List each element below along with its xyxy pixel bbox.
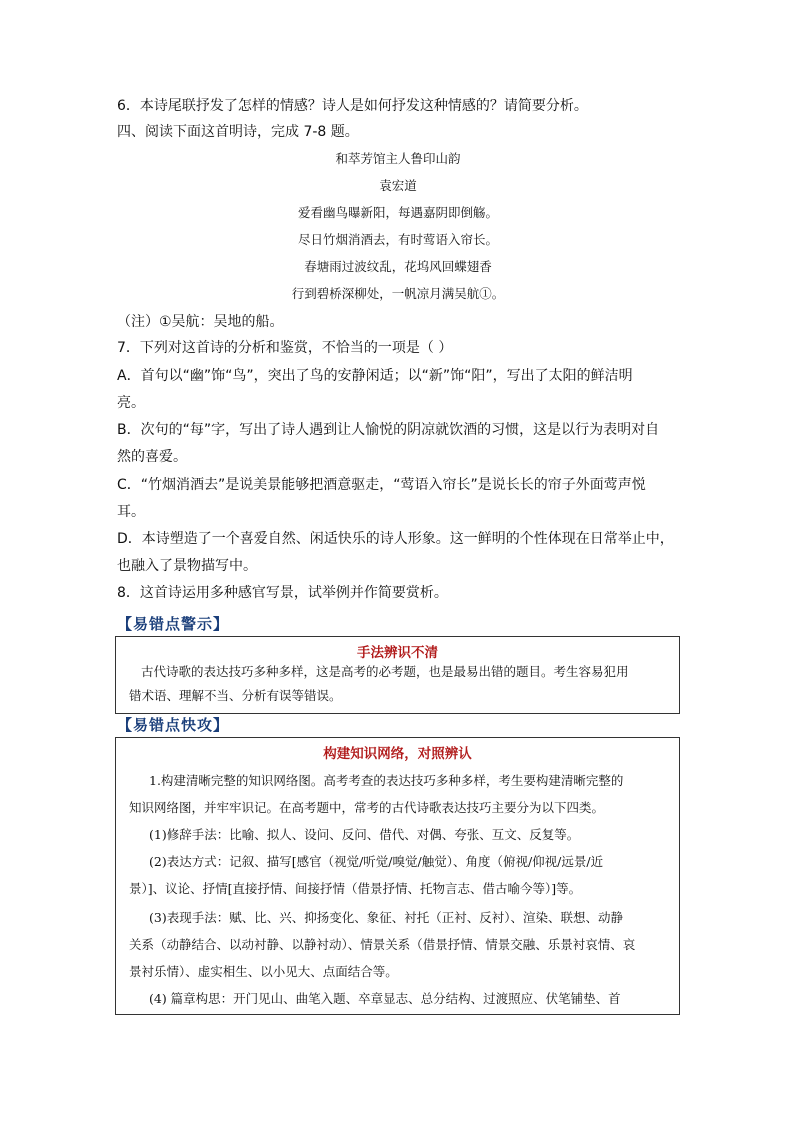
question-6: 6．本诗尾联抒发了怎样的情感？诗人是如何抒发这种情感的？请简要分析。 — [117, 98, 588, 114]
warning-box-line: 错术语、理解不当、分析有误等错误。 — [129, 688, 342, 703]
poem-note: （注）①吴航：吴地的船。 — [117, 314, 284, 330]
tips-box-line: 关系（动静结合、以动衬静、以静衬动）、情景关系（借景抒情、情景交融、乐景衬哀情、哀 — [129, 937, 636, 952]
poem-author: 袁宏道 — [379, 178, 417, 193]
option-d: D．本诗塑造了一个喜爱自然、闲适快乐的诗人形象。这一鲜明的个性体现在日常举止中， — [117, 531, 674, 547]
option-d-cont: 也融入了景物描写中。 — [117, 558, 257, 574]
question-7-stem: 7．下列对这首诗的分析和鉴赏，不恰当的一项是（ ） — [117, 340, 453, 356]
option-c: C．“竹烟消酒去”是说美景能够把酒意驱走，“莺语入帘长”是说长长的帘子外面莺声悦 — [117, 477, 646, 493]
option-a: A．首句以“幽”饰“鸟”，突出了鸟的安静闲适；以“新”饰“阳”，写出了太阳的鲜洁明 — [117, 368, 633, 384]
tips-box-line: 知识网络图，并牢牢识记。在高考题中，常考的古代诗歌表达技巧主要分为以下四类。 — [129, 800, 605, 815]
tips-box-line: (3)表现手法：赋、比、兴、抑扬变化、象征、衬托（正衬、反衬）、渲染、联想、动静 — [149, 910, 623, 925]
tips-box-line: (4) 篇章构思：开门见山、曲笔入题、卒章显志、总分结构、过渡照应、伏笔铺垫、首 — [149, 991, 621, 1006]
tips-box-line: 景衬乐情）、虚实相生、以小见大、点面结合等。 — [129, 964, 398, 979]
option-b-cont: 然的喜爱。 — [117, 449, 187, 465]
poem-line: 行到碧桥深柳处，一帆凉月满吴航①。 — [291, 286, 505, 301]
banner-quick-tips: 【易错点快攻】 — [117, 715, 230, 734]
warning-box-line: 古代诗歌的表达技巧多种多样，这是高考的必考题，也是最易出错的题目。考生容易犯用 — [141, 664, 629, 679]
banner-error-warning: 【易错点警示】 — [117, 614, 230, 633]
poem-title: 和萃芳馆主人鲁印山韵 — [335, 151, 461, 166]
option-a-cont: 亮。 — [117, 395, 145, 411]
tips-box-title: 构建知识网络，对照辨认 — [323, 746, 472, 762]
warning-box — [115, 636, 680, 714]
tips-box-line: 景）]、议论、抒情[直接抒情、间接抒情（借景抒情、托物言志、借古喻今等）]等。 — [129, 881, 582, 896]
poem-line: 尽日竹烟消酒去，有时莺语入帘长。 — [297, 232, 498, 247]
tips-box — [115, 737, 680, 1015]
warning-box-title: 手法辨识不清 — [357, 645, 438, 661]
poem-line: 春塘雨过波纹乱，花坞风回蝶翅香 — [304, 259, 492, 274]
tips-box-line: (2)表达方式：记叙、描写[感官（视觉/听觉/嗅觉/触觉）、角度（俯视/仰视/远景/近 — [149, 854, 604, 869]
question-8: 8．这首诗运用多种感官写景，试举例并作简要赏析。 — [117, 585, 448, 601]
option-b: B．次句的“每”字，写出了诗人遇到让人愉悦的阴凉就饮酒的习惯，这是以行为表明对自 — [117, 422, 660, 438]
option-c-cont: 耳。 — [117, 504, 145, 520]
poem-line: 爱看幽鸟曝新阳，每遇嘉阴即倒觞。 — [297, 205, 498, 220]
section-heading-4: 四、阅读下面这首明诗，完成 7-8 题。 — [117, 124, 359, 140]
tips-box-line: 1.构建清晰完整的知识网络图。高考考查的表达技巧多种多样，考生要构建清晰完整的 — [149, 773, 624, 788]
tips-box-line: (1)修辞手法：比喻、拟人、设问、反问、借代、对偶、夸张、互文、反复等。 — [149, 827, 580, 842]
